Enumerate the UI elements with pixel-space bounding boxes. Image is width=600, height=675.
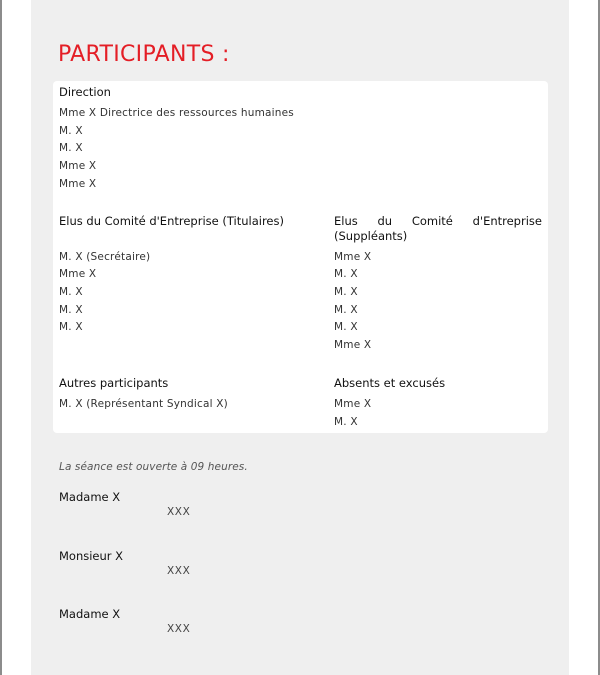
- direction-title: Direction: [59, 85, 111, 99]
- window-border-left: [0, 0, 2, 675]
- elus-suppleants-title-word: Comité: [411, 214, 453, 228]
- speaker-text: XXX: [167, 623, 191, 635]
- elus-titulaires-title: Elus du Comité d'Entreprise (Titulaires): [59, 214, 284, 228]
- elus-suppleants-title: [334, 214, 542, 229]
- speaker-text: XXX: [167, 565, 191, 577]
- absents-title: Absents et excusés: [334, 376, 446, 390]
- direction-member: Mme X Directrice des ressources humaines: [59, 107, 294, 119]
- elus-titulaires-member: M. X: [59, 286, 83, 298]
- elus-suppleants-member: M. X: [334, 286, 358, 298]
- speaker-name: Monsieur X: [59, 549, 124, 563]
- elus-suppleants-title-line2: (Suppléants): [334, 229, 408, 243]
- direction-member: Mme X: [59, 178, 97, 190]
- absents-member: Mme X: [334, 398, 372, 410]
- absents-member: M. X: [334, 416, 358, 428]
- direction-member: Mme X: [59, 160, 97, 172]
- direction-member: M. X: [59, 142, 83, 154]
- autres-participants-title: Autres participants: [59, 376, 169, 390]
- elus-suppleants-member: M. X: [334, 321, 358, 333]
- elus-titulaires-member: M. X: [59, 304, 83, 316]
- elus-titulaires-member: Mme X: [59, 268, 97, 280]
- autres-participants-member: M. X (Représentant Syndical X): [59, 398, 228, 410]
- elus-suppleants-member: Mme X: [334, 339, 372, 351]
- elus-suppleants-title-word: d'Entreprise: [472, 214, 542, 228]
- direction-member: M. X: [59, 125, 83, 137]
- elus-suppleants-title-word: Elus: [334, 214, 358, 228]
- speaker-text: XXX: [167, 506, 191, 518]
- elus-suppleants-member: Mme X: [334, 251, 372, 263]
- elus-suppleants-member: M. X: [334, 268, 358, 280]
- elus-suppleants-title-word: du: [377, 214, 393, 228]
- session-opening-note: La séance est ouverte à 09 heures.: [59, 461, 248, 473]
- speaker-name: Madame X: [59, 607, 121, 621]
- elus-suppleants-member: M. X: [334, 304, 358, 316]
- speaker-name: Madame X: [59, 490, 121, 504]
- participants-heading: PARTICIPANTS :: [58, 42, 230, 67]
- elus-titulaires-member: M. X: [59, 321, 83, 333]
- elus-titulaires-member: M. X (Secrétaire): [59, 251, 151, 263]
